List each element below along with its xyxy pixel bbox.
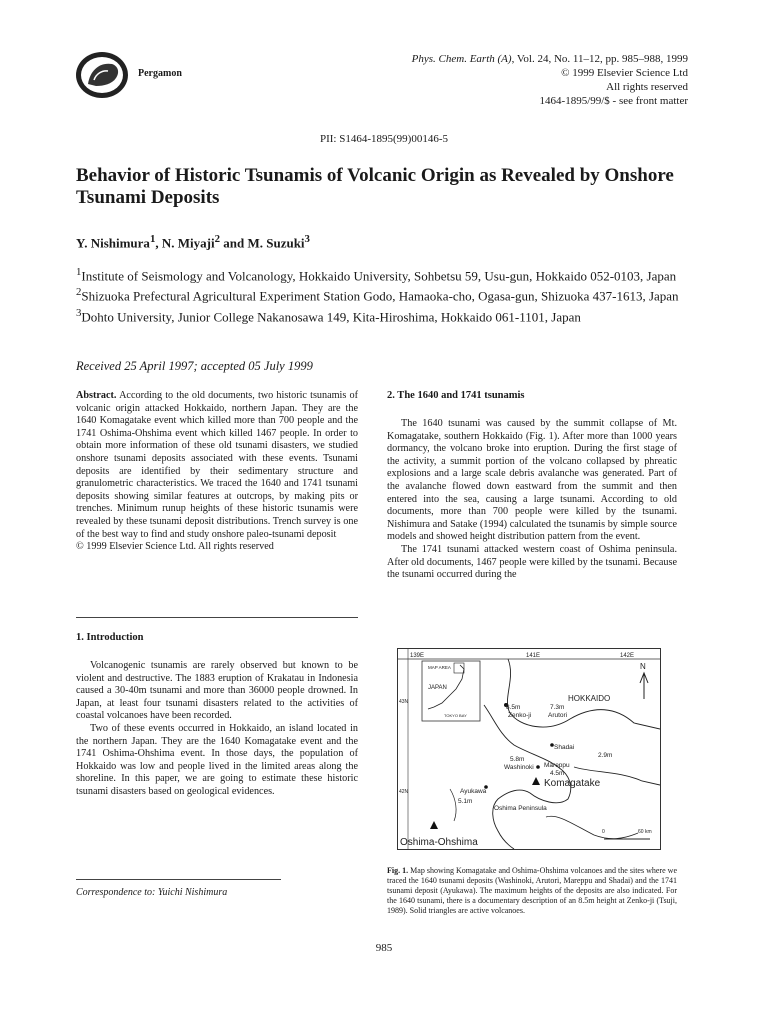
lat-43-label: 43N (399, 699, 409, 705)
site-zenkoji-label: Zenko-ji (508, 712, 532, 719)
affiliation-text: Dohto University, Junior College Nakanosawa 149, Kita-Hiroshima, Hokkaido 061-1101, Japan (81, 308, 581, 324)
site-arutori-label: Arutori (548, 712, 568, 719)
abstract-divider (76, 617, 358, 618)
lon-142-label: 142E (620, 653, 635, 659)
intro-body (76, 660, 358, 799)
copyright-line: © 1999 Elsevier Science Ltd (561, 67, 688, 79)
affiliation-3 (76, 305, 686, 325)
site-shadai-height: 2.9m (598, 752, 613, 759)
issn-line: 1464-1895/99/$ - see front matter (539, 95, 688, 107)
lon-139-label: 139E (410, 653, 425, 659)
publisher-logo (74, 50, 130, 100)
figure-caption (387, 866, 677, 916)
lon-141-label: 141E (526, 653, 541, 659)
section2-body (387, 418, 677, 582)
site-arutori-height: 7.3m (550, 704, 565, 711)
inset-map-area-label: MAP AREA (428, 665, 451, 670)
north-arrow-icon (640, 673, 648, 699)
inset-map-frame (422, 661, 480, 721)
inset-japan-label: JAPAN (428, 685, 447, 691)
intro-heading: 1. Introduction (76, 632, 144, 643)
section2-heading: 2. The 1640 and 1741 tsunamis (387, 390, 525, 401)
author-sep: , (155, 235, 162, 251)
site-mareppu-marker (536, 765, 540, 769)
affiliations (76, 264, 686, 325)
journal-name: Phys. Chem. Earth (A) (411, 53, 512, 65)
volcano-komagatake-icon (532, 777, 540, 785)
author-2: N. Miyaji (161, 235, 215, 251)
affiliation-sup: 3 (76, 306, 82, 319)
authors (76, 233, 310, 251)
author-sep: and (220, 235, 248, 251)
site-ayukawa-label: Ayukawa (460, 788, 487, 795)
rights-line: All rights reserved (606, 81, 688, 93)
figure-map (397, 648, 661, 850)
affiliation-text: Shizuoka Prefectural Agricultural Experiment Station Godo, Hamaoka-cho, Ogasa-gun, Shizuoka 437-1613, Japan (81, 288, 679, 304)
peninsula-label: Oshima Peninsula (494, 805, 547, 812)
correspondence: Correspondence to: Yuichi Nishimura (76, 887, 228, 898)
affiliation-sup: 1 (76, 266, 82, 278)
coastline-okushiri (450, 789, 456, 821)
inset-tokyo-bay-label: TOKYO BAY (444, 713, 467, 718)
affiliation-sup: 2 (76, 286, 82, 299)
journal-volume: , Vol. 24, No. 11–12, pp. 985–988, 1999 (511, 53, 688, 65)
author-2-sup: 2 (214, 233, 220, 245)
footnote-divider (76, 879, 281, 880)
site-mareppu-label: Mareppu (544, 762, 570, 769)
site-washinoki-label: Washinoki (504, 764, 534, 771)
pii: PII: S1464-1895(99)00146-5 (319, 133, 449, 145)
coastline-honshu (546, 816, 638, 838)
intro-paragraph-1: Volcanogenic tsunamis are rarely observed but known to be violent and destructive. The 1883 eruption of Krakatau in Indonesia caused a 30-40m tsunami and more than 36000 people drowned. In Japan, at least four tsunami disasters related to the activities of coastal volcanoes have been recorded. (76, 660, 358, 722)
author-3-sup: 3 (304, 233, 310, 245)
caption-label: Fig. 1. (387, 866, 409, 875)
section2-paragraph-2: The 1741 tsunami attacked western coast of Oshima peninsula. After old documents, 1467 people were killed by the tsunami. Because the tsunami occurred during the (387, 543, 677, 581)
volcano-oshima-label: Oshima-Ohshima (400, 837, 478, 848)
hokkaido-label: HOKKAIDO (568, 694, 611, 703)
scale-zero-label: 0 (602, 829, 605, 835)
scale-60-label: 60 km (638, 829, 652, 835)
north-label: N (640, 662, 646, 671)
caption-text: Map showing Komagatake and Oshima-Ohshima volcanoes and the sites where we traced the 1640 tsunami deposits (Washinoki, Arutori, Mareppu and Shadai) and the 1741 tsunami deposit (Ayukawa). The maximum heights of the deposits are also indicated. For the 1640 tsunami, there is a documentary description of an 8.5m height at Zenko-ji (Tsuji, 1989). Solid triangles are active volcanoes. (387, 866, 677, 915)
abstract (76, 390, 358, 554)
lat-42-label: 42N (399, 789, 409, 795)
abstract-copyright: © 1999 Elsevier Science Ltd. All rights reserved (76, 541, 274, 553)
volcano-oshima-icon (430, 821, 438, 829)
affiliation-text: Institute of Seismology and Volcanology, Hokkaido University, Sohbetsu 59, Usu-gun, Hokkaido 052-0103, Japan (81, 268, 677, 284)
affiliation-1 (76, 264, 686, 284)
author-1: Y. Nishimura (76, 235, 150, 251)
abstract-lead: Abstract. (76, 390, 117, 401)
coastline-oshima (484, 705, 571, 849)
abstract-text: According to the old documents, two historic tsunamis of volcanic origin attacked Hokkaido, northern Japan. They are the 1640 Komagatake event which killed more than 700 people and the 1741 Oshima-Ohshima event which killed 1467 people. In order to obtain more information of these old tsunami disasters, we studied onshore tsunami deposits associated with these events. Tsunami deposits are identified by their sedimentary structure and granulometric characteristics. We traced the 1640 and 1741 tsunami deposits showing similar features at outcrops, by making pits or trenches. Minimum runup heights of these historic tsunamis were revealed by these tsunami deposit distributions. Trench survey is one of the best way to find and study onshore paleo-tsunami deposit (76, 390, 358, 540)
site-washinoki-height: 5.8m (510, 756, 525, 763)
page-number: 985 (375, 942, 393, 954)
site-ayukawa-height: 5.1m (458, 798, 473, 805)
author-1-sup: 1 (149, 233, 156, 245)
section2-paragraph-1: The 1640 tsunami was caused by the summit collapse of Mt. Komagatake, southern Hokkaido (Fig. 1). After more than 1000 years dormancy, the volcano broke into eruption. During the first stage of the activity, a summit portion of the volcano collapsed by phreatic explosions and a large scale debris avalanche was generated. Part of the avalanche flowed down eastward from the summit and then entered into the sea, causing a large tsunami. According to old documents, more than 700 people were killed by the tsunami. Nishimura and Satake (1994) calculated the tsunamis by simple source models and showed height distribution pattern from the event. (387, 418, 677, 543)
affiliation-2 (76, 284, 686, 304)
citation-block (412, 52, 688, 108)
site-zenkoji-height: 8.5m (506, 704, 521, 711)
site-shadai-label: Shadai (554, 744, 575, 751)
intro-paragraph-2: Two of these events occurred in Hokkaido, an island located in the northern Japan. They are the 1640 Komagatake event and the 1741 Oshima-Ohshima event. In those days, the population of Hokkaido was low and people lived in the limited areas along the shoreline. In this paper, we are going to estimate these historic tsunami disasters based on geological evidences. (76, 722, 358, 797)
volcano-komagatake-label: Komagatake (544, 778, 601, 789)
received-date: Received 25 April 1997; accepted 05 July 1999 (76, 359, 313, 373)
paper-title: Behavior of Historic Tsunamis of Volcanic Origin as Revealed by Onshore Tsunami Deposits (76, 165, 674, 208)
site-mareppu-height: 4.5m (550, 770, 565, 777)
author-3: M. Suzuki (247, 235, 305, 251)
publisher-name: Pergamon (138, 68, 182, 79)
